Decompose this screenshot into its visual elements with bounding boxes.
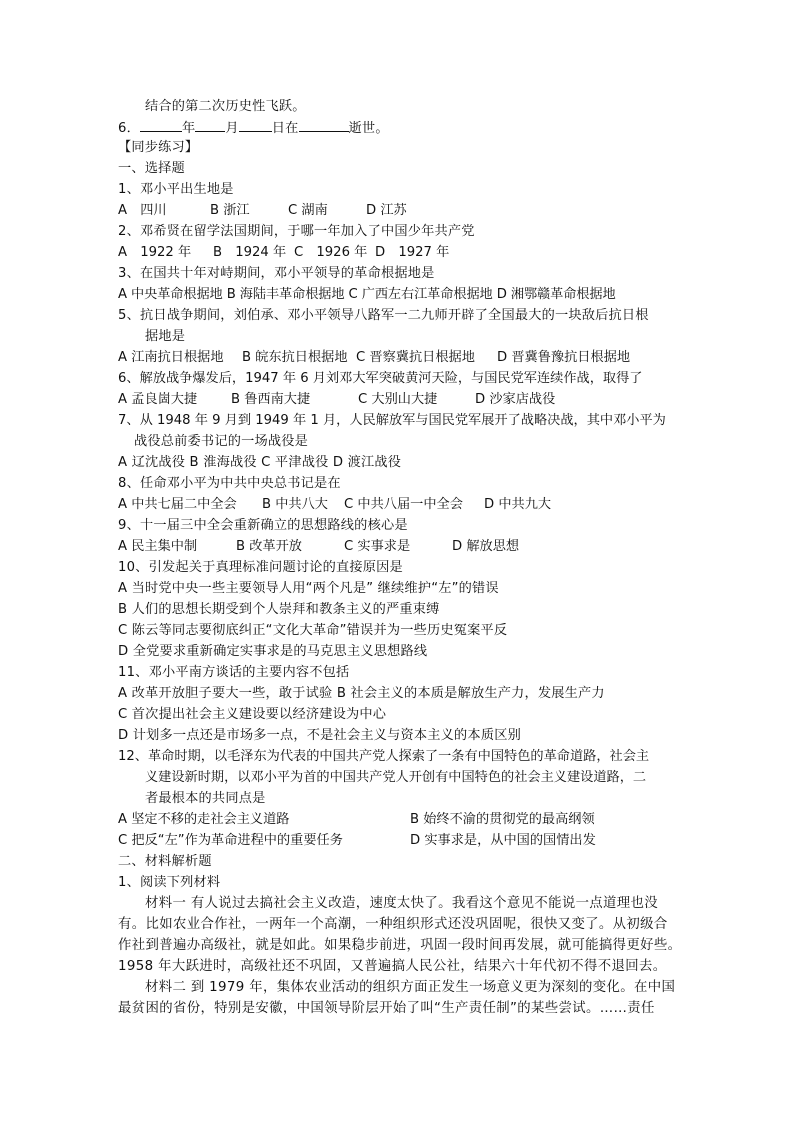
option-d: D 晋冀鲁豫抗日根据地 [497, 350, 631, 365]
blank-place[interactable] [299, 118, 349, 132]
option-d: D 实事求是，从中国的国情出发 [410, 833, 596, 848]
options-line: A 改革开放胆子要大一些，敢于试验 B 社会主义的本质是解放生产力，发展生产力 [118, 686, 605, 701]
option-b: B 1924 年 [213, 245, 287, 260]
blank-day[interactable] [239, 118, 272, 132]
material-line: 作社到普遍办高级社，就是如此。如果稳步前进，巩固一段时间再发展，就可能搞得更好些。 [118, 938, 682, 953]
label-end: 逝世。 [348, 121, 389, 136]
question-stem: 12、革命时期，以毛泽东为代表的中国共产党人探索了一条有中国特色的革命道路，社会主 [118, 749, 650, 764]
question-stem: 11、邓小平南方谈话的主要内容不包括 [118, 665, 350, 680]
question-stem-cont: 义建设新时期，以邓小平为首的中国共产党人开创有中国特色的社会主义建设道路，二 [145, 770, 647, 785]
label-day: 日在 [271, 121, 299, 136]
option-d: D 1927 年 [375, 245, 450, 260]
option-b: B 始终不渝的贯彻党的最高纲领 [410, 812, 595, 827]
option-b: B 中共八大 [262, 497, 328, 512]
question-stem: 6、解放战争爆发后，1947 年 6 月刘邓大军突破黄河天险，与国民党军连续作战，取得了 [118, 371, 643, 386]
material-line: 1958 年大跃进时，高级社还不巩固，又普遍搞人民公社，结果六十年代初不得不退回去。 [118, 959, 667, 974]
option-a: A 四川 [118, 203, 167, 218]
option-a: A 1922 年 [118, 245, 192, 260]
option-b: B 改革开放 [236, 539, 302, 554]
question-stem: 1、邓小平出生地是 [118, 182, 234, 197]
blank-month[interactable] [195, 118, 225, 132]
material-line: 有。比如农业合作社，一两年一个高潮，一种组织形式还没巩固呢，很快又变了。从初级合 [118, 917, 668, 932]
question-number: 6． [118, 121, 140, 136]
option-d: D 解放思想 [452, 539, 520, 554]
blank-year[interactable] [140, 118, 182, 132]
option-a: A 中共七届二中全会 [118, 497, 237, 512]
question-stem: 3、在国共十年对峙期间，邓小平领导的革命根据地是 [118, 266, 435, 281]
material-title: 1、阅读下列材料 [118, 875, 221, 890]
question-stem: 7、从 1948 年 9 月到 1949 年 1 月，人民解放军与国民党军展开了战略决战，其中邓小平为 [118, 413, 666, 428]
part-heading: 二、材料解析题 [118, 854, 212, 869]
section-heading: 【同步练习】 [118, 140, 199, 155]
option-d: D 计划多一点还是市场多一点，不是社会主义与资本主义的本质区别 [118, 728, 521, 743]
material-line: 最贫困的省份，特别是安徽，中国领导阶层开始了叫“生产责任制”的某些尝试。……责任 [118, 1001, 655, 1016]
option-c: C 实事求是 [344, 539, 411, 554]
option-d: D 全党要求重新确定实事求是的马克思主义思想路线 [118, 644, 428, 659]
option-c: C 首次提出社会主义建设要以经济建设为中心 [118, 707, 387, 722]
option-c: C 湖南 [288, 203, 328, 218]
option-a: A 孟良崮大捷 [118, 392, 198, 407]
question-stem-cont: 者最根本的共同点是 [145, 791, 266, 806]
option-c: C 1926 年 [294, 245, 368, 260]
material-line: 材料一 有人说过去搞社会主义改造，速度太快了。我看这个意见不能说一点道理也没 [145, 896, 659, 911]
question-stem: 2、邓希贤在留学法国期间，于哪一年加入了中国少年共产党 [118, 224, 475, 239]
option-a: A 民主集中制 [118, 539, 198, 554]
option-b: B 鲁西南大捷 [231, 392, 311, 407]
option-c: C 陈云等同志要彻底纠正“文化大革命”错误并为一些历史冤案平反 [118, 623, 508, 638]
question-stem: 10、引发起关于真理标准问题讨论的直接原因是 [118, 560, 403, 575]
option-b: B 人们的思想长期受到个人崇拜和教条主义的严重束缚 [118, 602, 440, 617]
option-c: C 大别山大捷 [358, 392, 438, 407]
question-6-fill-blank [118, 118, 389, 138]
option-c: C 中共八届一中全会 [344, 497, 463, 512]
option-a: A 当时党中央一些主要领导人用“两个凡是” 继续维护“左”的错误 [118, 581, 499, 596]
option-c: C 把反“左”作为革命进程中的重要任务 [118, 833, 343, 848]
question-stem-cont: 战役总前委书记的一场战役是 [134, 434, 309, 449]
question-stem: 9、十一届三中全会重新确立的思想路线的核心是 [118, 518, 408, 533]
option-a: A 江南抗日根据地 [118, 350, 224, 365]
options-line: A 中央革命根据地 B 海陆丰革命根据地 C 广西左右江革命根据地 D 湘鄂赣革命根据地 [118, 287, 616, 302]
option-d: D 江苏 [366, 203, 407, 218]
option-d: D 中共九大 [484, 497, 552, 512]
text-line: 结合的第二次历史性飞跃。 [145, 99, 306, 114]
label-year: 年 [181, 121, 196, 136]
label-month: 月 [225, 121, 239, 136]
option-d: D 沙家店战役 [475, 392, 556, 407]
option-b: B 浙江 [210, 203, 250, 218]
options-line: A 辽沈战役 B 淮海战役 C 平津战役 D 渡江战役 [118, 455, 402, 470]
option-c: C 晋察冀抗日根据地 [356, 350, 475, 365]
question-stem-cont: 据地是 [145, 329, 186, 344]
part-heading: 一、选择题 [118, 161, 185, 176]
material-line: 材料二 到 1979 年，集体农业活动的组织方面正发生一场意义更为深刻的变化。在中国 [145, 980, 676, 995]
question-stem: 5、抗日战争期间，刘伯承、邓小平领导八路军一二九师开辟了全国最大的一块敌后抗日根 [118, 308, 649, 323]
question-stem: 8、任命邓小平为中共中央总书记是在 [118, 476, 341, 491]
option-a: A 坚定不移的走社会主义道路 [118, 812, 290, 827]
option-b: B 皖东抗日根据地 [242, 350, 348, 365]
